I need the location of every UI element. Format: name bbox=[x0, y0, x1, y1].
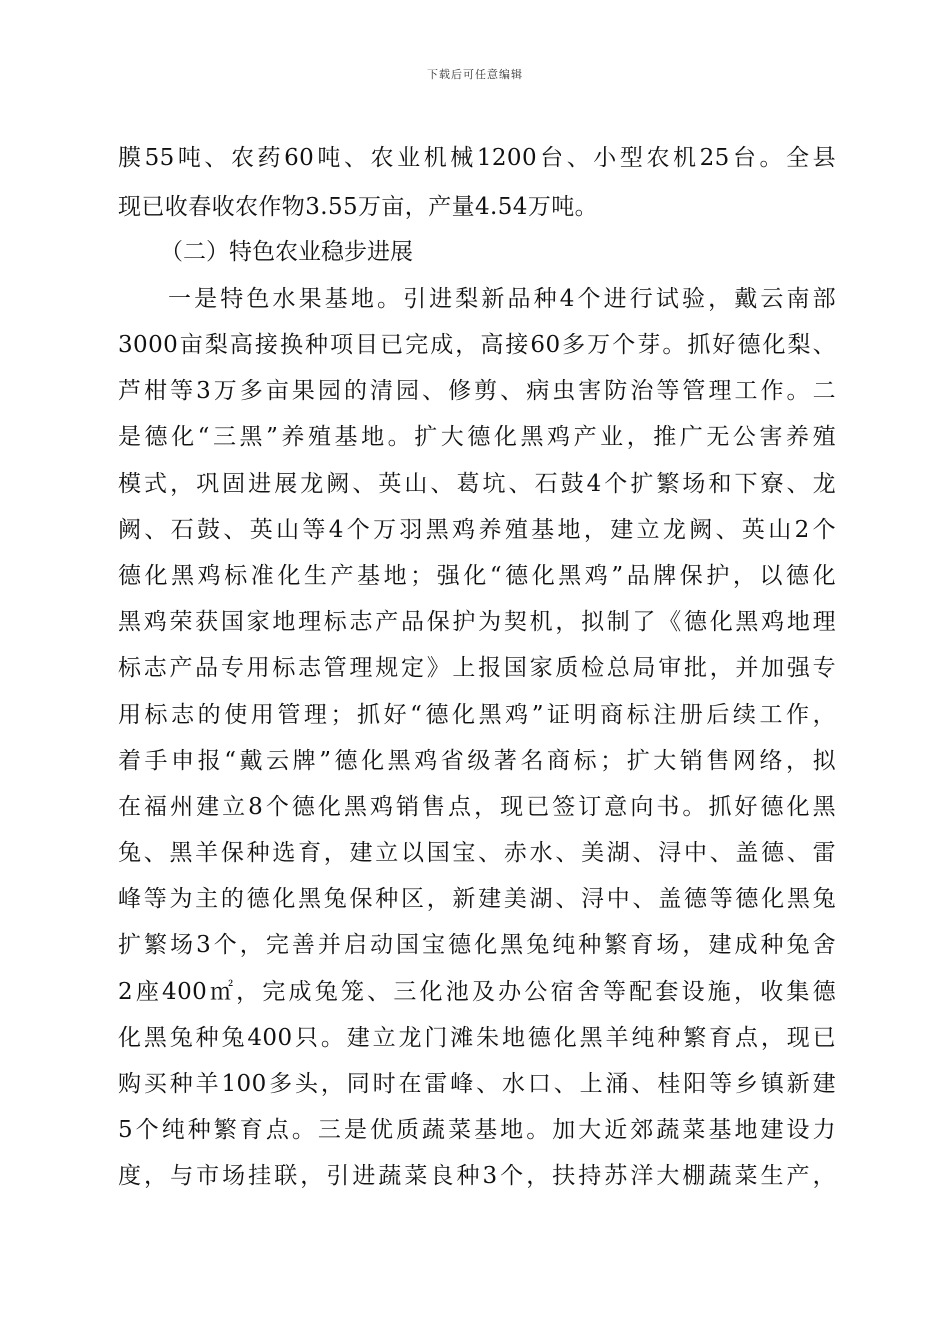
paragraph-line: 一是特色水果基地。引进梨新品种4个进行试验，戴云南部 bbox=[168, 286, 836, 312]
paragraph-line: 膜55吨、农药60吨、农业机械1200台、小型农机25台。全县 bbox=[118, 145, 836, 171]
paragraph-line: 德化黑鸡标准化生产基地；强化“德化黑鸡”品牌保护，以德化 bbox=[118, 563, 836, 589]
paragraph-line: 5个纯种繁育点。三是优质蔬菜基地。加大近郊蔬菜基地建设力 bbox=[118, 1117, 836, 1143]
paragraph-line: 度，与市场挂联，引进蔬菜良种3个，扶持苏洋大棚蔬菜生产， bbox=[118, 1163, 836, 1189]
page-header-note: 下载后可任意编辑 bbox=[427, 68, 523, 81]
paragraph-line: 3000亩梨高接换种项目已完成，高接60多万个芽。抓好德化梨、 bbox=[118, 332, 836, 358]
paragraph-line: 是德化“三黑”养殖基地。扩大德化黑鸡产业，推广无公害养殖 bbox=[118, 424, 836, 450]
paragraph-line: 芦柑等3万多亩果园的清园、修剪、病虫害防治等管理工作。二 bbox=[118, 378, 836, 404]
paragraph-line: 2座400㎡，完成兔笼、三化池及办公宿舍等配套设施，收集德 bbox=[118, 979, 836, 1005]
paragraph-line: 在福州建立8个德化黑鸡销售点，现已签订意向书。抓好德化黑 bbox=[118, 794, 836, 820]
paragraph-line: 模式，巩固进展龙阙、英山、葛坑、石鼓4个扩繁场和下寮、龙 bbox=[118, 471, 836, 497]
paragraph-line: 现已收春收农作物3.55万亩，产量4.54万吨。 bbox=[118, 194, 599, 220]
paragraph-line: 着手申报“戴云牌”德化黑鸡省级著名商标；扩大销售网络，拟 bbox=[118, 748, 836, 774]
paragraph-line: 购买种羊100多头，同时在雷峰、水口、上涌、桂阳等乡镇新建 bbox=[118, 1071, 836, 1097]
paragraph-line: 用标志的使用管理；抓好“德化黑鸡”证明商标注册后续工作， bbox=[118, 702, 836, 728]
paragraph-line: 化黑兔种兔400只。建立龙门滩朱地德化黑羊纯种繁育点，现已 bbox=[118, 1025, 836, 1051]
paragraph-line: 标志产品专用标志管理规定》上报国家质检总局审批，并加强专 bbox=[118, 655, 836, 681]
paragraph-line: 兔、黑羊保种选育，建立以国宝、赤水、美湖、浔中、盖德、雷 bbox=[118, 840, 836, 866]
section-heading: （二）特色农业稳步进展 bbox=[160, 239, 413, 265]
paragraph-line: 扩繁场3个，完善并启动国宝德化黑兔纯种繁育场，建成种兔舍 bbox=[118, 932, 836, 958]
paragraph-line: 峰等为主的德化黑兔保种区，新建美湖、浔中、盖德等德化黑兔 bbox=[118, 886, 836, 912]
paragraph-line: 阙、石鼓、英山等4个万羽黑鸡养殖基地，建立龙阙、英山2个 bbox=[118, 517, 836, 543]
paragraph-line: 黑鸡荣获国家地理标志产品保护为契机，拟制了《德化黑鸡地理 bbox=[118, 609, 836, 635]
